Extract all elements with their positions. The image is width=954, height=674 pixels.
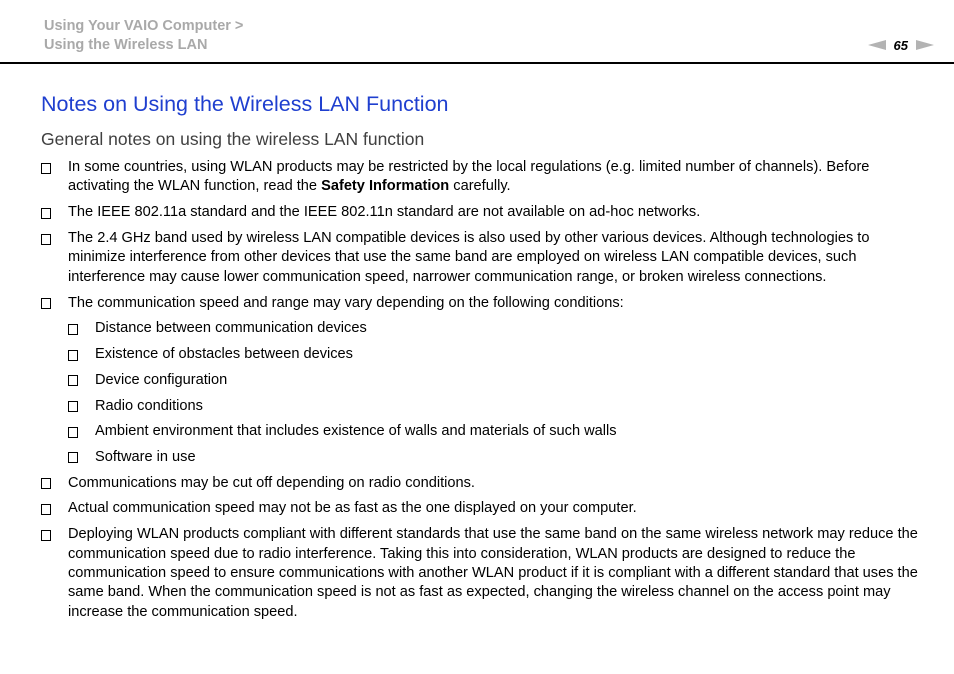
section-subtitle: General notes on using the wireless LAN function [41, 129, 425, 149]
sub-list-item-text: Device configuration [95, 371, 228, 388]
checkbox-bullet-icon [68, 452, 78, 463]
list-item [41, 158, 921, 197]
checkbox-bullet-icon [41, 530, 51, 541]
next-page-arrow-icon[interactable] [916, 40, 934, 50]
header-divider [0, 62, 954, 64]
checkbox-bullet-icon [68, 350, 78, 361]
notes-list [41, 158, 921, 629]
breadcrumb-chapter-link[interactable]: Using Your VAIO Computer > [44, 18, 244, 34]
list-item-text: The IEEE 802.11a standard and the IEEE 802.11n standard are not available on ad-hoc networks. [68, 204, 701, 221]
checkbox-bullet-icon [41, 163, 51, 174]
previous-page-arrow-icon[interactable] [868, 40, 886, 50]
list-item [41, 294, 921, 313]
checkbox-bullet-icon [41, 208, 51, 219]
sub-list-item-text: Distance between communication devices [95, 320, 367, 337]
page-number: 65 [893, 37, 908, 53]
sub-list-item [41, 422, 921, 441]
checkbox-bullet-icon [68, 427, 78, 438]
sub-list-item-text: Ambient environment that includes existence of walls and materials of such walls [95, 423, 617, 440]
sub-list-item-text: Software in use [95, 448, 196, 465]
checkbox-bullet-icon [68, 375, 78, 386]
list-item [41, 499, 921, 518]
list-item [41, 474, 921, 493]
checkbox-bullet-icon [41, 478, 51, 489]
list-item-text: Communications may be cut off depending on radio conditions. [68, 474, 475, 491]
checkbox-bullet-icon [68, 324, 78, 335]
list-item-text: carefully. [449, 178, 511, 195]
page-navigator [868, 37, 934, 53]
list-item-text: Deploying WLAN products compliant with different standards that use the same band on the same wireless network may reduce the communication speed due to radio interference. Taking this into consideration, WLAN products are designed to reduce the communication speed to ensure communications with another WLAN product if it is compliant with a different standard that uses the same band. When the communication speed is not as fast as expected, changing the wireless channel on the access point may increase the communication speed. [68, 526, 918, 620]
list-item-text: In some countries, using WLAN products may be restricted by the local regulations (e.g. limited number of channels). Before activating the WLAN function, read the [68, 159, 870, 195]
list-item-text: The 2.4 GHz band used by wireless LAN compatible devices is also used by other various devices. Although technologies to minimize interference from other devices that use the same band are employed on wireless LAN compatible devices, such interference may cause lower communication speed, narrower communication range, or broken wireless connections. [68, 230, 870, 285]
list-item [41, 203, 921, 222]
list-item-text: The communication speed and range may vary depending on the following conditions: [68, 294, 624, 311]
checkbox-bullet-icon [41, 504, 51, 515]
page-title: Notes on Using the Wireless LAN Function [41, 92, 449, 116]
sub-list-item [41, 319, 921, 338]
list-item-text: Actual communication speed may not be as fast as the one displayed on your computer. [68, 500, 637, 517]
safety-information-reference: Safety Information [321, 178, 450, 195]
sub-list-item-text: Radio conditions [95, 397, 203, 414]
sub-list-item [41, 371, 921, 390]
checkbox-bullet-icon [41, 298, 51, 309]
list-item [41, 525, 921, 622]
sub-list-item [41, 448, 921, 467]
breadcrumb-section-link[interactable]: Using the Wireless LAN [44, 37, 208, 53]
checkbox-bullet-icon [41, 234, 51, 245]
list-item [41, 229, 921, 287]
sub-list-item [41, 397, 921, 416]
sub-list-item-text: Existence of obstacles between devices [95, 346, 353, 363]
sub-list-item [41, 345, 921, 364]
breadcrumb [44, 17, 243, 55]
checkbox-bullet-icon [68, 401, 78, 412]
page-header [0, 0, 954, 64]
